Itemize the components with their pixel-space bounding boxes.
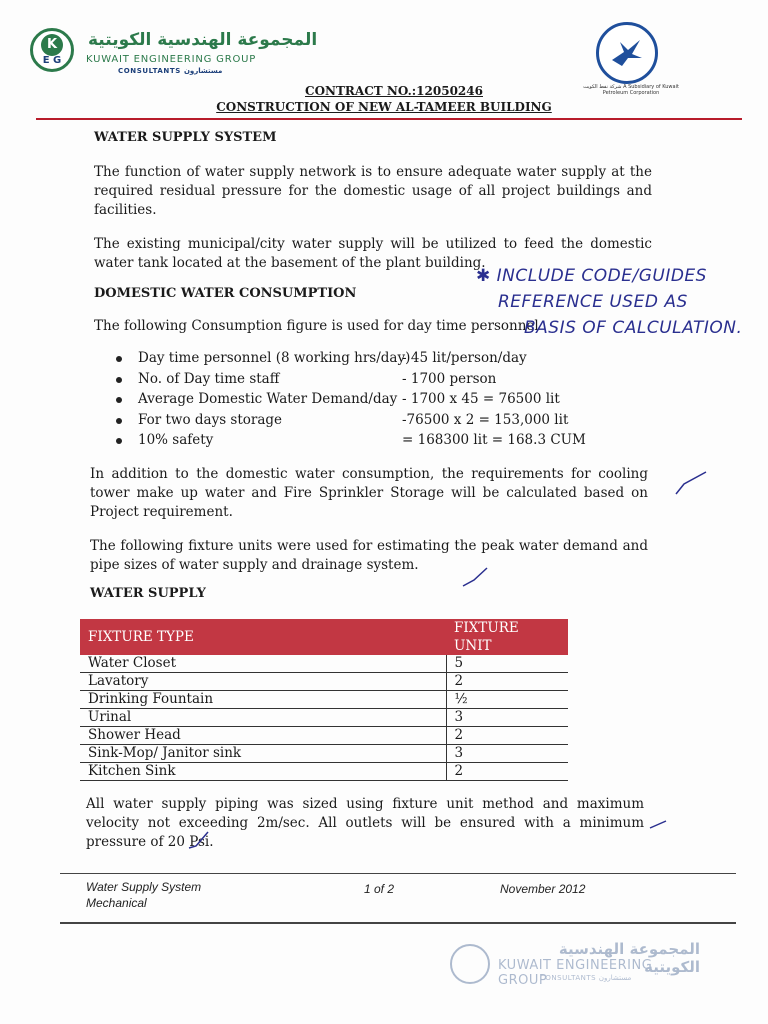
- heading-water-supply: WATER SUPPLY: [90, 586, 206, 601]
- company-name-arabic: المجموعة الهندسية الكويتية: [88, 30, 318, 50]
- list-item-label: Day time personnel (8 working hrs/day): [138, 350, 411, 366]
- footer-doc-title: Water Supply System: [86, 880, 202, 894]
- list-item-label: Average Domestic Water Demand/day: [138, 391, 398, 407]
- table-header-cell: FIXTURE TYPE: [80, 619, 446, 655]
- paragraph-closing: All water supply piping was sized using fixture unit method and maximum velocity not exceeding 2m/sec. All outlets will be ensured with a minimum pressure of 20 Psi.: [86, 796, 644, 850]
- paragraph-existing-supply: The existing municipal/city water supply will be utilized to feed the domestic water tank located at the basement of the plant building.: [94, 236, 652, 271]
- project-title: CONSTRUCTION OF NEW AL-TAMEER BUILDING: [216, 100, 552, 114]
- table-cell: ½: [446, 691, 568, 709]
- table-cell: 2: [446, 673, 568, 691]
- list-item-value: -76500 x 2 = 153,000 lit: [402, 411, 569, 428]
- bullet-icon: [116, 397, 122, 403]
- heading-water-supply-system: WATER SUPPLY SYSTEM: [94, 130, 277, 145]
- handwritten-note-line2: REFERENCE USED AS: [498, 292, 688, 312]
- paragraph-consumption-intro: The following Consumption figure is used for day time personnel: [94, 318, 539, 334]
- koc-logo-icon: [596, 22, 658, 84]
- keg-logo-icon: [30, 28, 74, 72]
- paragraph-additional-requirements: In addition to the domestic water consumption, the requirements for cooling tower make up water and Fire Sprinkler Storage will be calculated based on Project requirement.: [90, 466, 648, 520]
- table-cell: Sink-Mop/ Janitor sink: [80, 745, 446, 763]
- table-cell: 3: [446, 745, 568, 763]
- footer-discipline: Mechanical: [86, 896, 147, 910]
- contract-number: CONTRACT NO.:12050246: [305, 84, 483, 98]
- table-cell: 2: [446, 727, 568, 745]
- bullet-icon: [116, 418, 122, 424]
- handwritten-mark-icon: [648, 818, 668, 830]
- table-cell: 3: [446, 709, 568, 727]
- koc-bird-icon: [610, 38, 644, 68]
- company-stamp: [450, 940, 700, 990]
- table-cell: Water Closet: [80, 655, 446, 673]
- stamp-arabic: المجموعة الهندسية الكويتية: [558, 940, 700, 976]
- keg-logo-letter: K: [41, 34, 63, 56]
- paragraph-fixture-units: The following fixture units were used for estimating the peak water demand and pipe sizes of water supply and drainage system.: [90, 538, 648, 573]
- paragraph-function: The function of water supply network is to ensure adequate water supply at the required residual pressure for the domestic usage of all project buildings and facilities.: [94, 164, 652, 218]
- table-cell: 2: [446, 763, 568, 781]
- footer-page-number: 1 of 2: [364, 882, 395, 896]
- keg-logo-sub: E G: [42, 55, 62, 66]
- table-row: [80, 727, 568, 745]
- table-cell: Drinking Fountain: [80, 691, 446, 709]
- header-divider: [36, 118, 742, 120]
- table-cell: Urinal: [80, 709, 446, 727]
- stamp-consultants: CONSULTANTS مستشارون: [540, 974, 632, 982]
- table-row: [80, 655, 568, 673]
- bullet-icon: [116, 356, 122, 362]
- client-caption: شركة نفط الكويت A Subsidiary of Kuwait Petroleum Corporation: [583, 84, 679, 96]
- footer-divider-bottom: [60, 922, 736, 924]
- list-item-value: = 168300 lit = 168.3 CUM: [402, 432, 586, 448]
- company-name-english: KUWAIT ENGINEERING GROUP: [86, 54, 257, 65]
- list-item-value: - 1700 person: [402, 370, 497, 387]
- heading-domestic-consumption: DOMESTIC WATER CONSUMPTION: [94, 286, 357, 301]
- footer-date: November 2012: [500, 882, 586, 896]
- list-item-label: For two days storage: [138, 411, 283, 428]
- list-item-value: - 45 lit/person/day: [402, 350, 527, 366]
- table-header-cell: FIXTURE UNIT: [446, 619, 568, 655]
- table-cell: 5: [446, 655, 568, 673]
- bullet-icon: [116, 377, 122, 383]
- list-item-label: 10% safety: [138, 432, 214, 448]
- fixture-table: [80, 619, 568, 781]
- handwritten-check-icon: [186, 830, 212, 852]
- table-row: [80, 673, 568, 691]
- table-row: [80, 709, 568, 727]
- table-row: [80, 745, 568, 763]
- table-row: [80, 763, 568, 781]
- footer-divider-top: [60, 873, 736, 874]
- handwritten-check-icon: [460, 566, 490, 588]
- handwritten-check-icon: [672, 470, 708, 498]
- stamp-logo-icon: [450, 944, 490, 984]
- table-cell: Kitchen Sink: [80, 763, 446, 781]
- table-header-row: [80, 619, 568, 655]
- handwritten-note-line3: BASIS OF CALCULATION.: [524, 318, 743, 338]
- bullet-icon: [116, 438, 122, 444]
- list-item-label: No. of Day time staff: [138, 370, 280, 387]
- table-row: [80, 691, 568, 709]
- stamp-english: KUWAIT ENGINEERING GROUP: [498, 958, 653, 988]
- handwritten-note-line1: ✱ INCLUDE CODE/GUIDES: [476, 266, 707, 286]
- table-cell: Shower Head: [80, 727, 446, 745]
- table-cell: Lavatory: [80, 673, 446, 691]
- company-consultants: CONSULTANTS مستشارون: [118, 67, 223, 75]
- list-item-value: - 1700 x 45 = 76500 lit: [402, 391, 560, 407]
